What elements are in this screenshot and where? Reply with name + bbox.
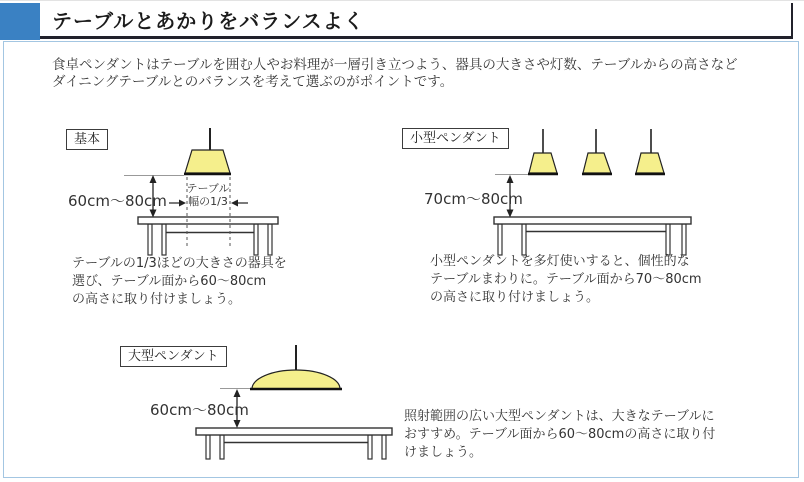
- large-description-line-3: けましょう。: [404, 445, 483, 460]
- basic-description-line-2: 選び、テーブル面から60〜80cm: [72, 274, 267, 289]
- small-diagram: [494, 129, 691, 255]
- basic-width-note-line-2: 幅の1/3: [188, 195, 228, 208]
- intro-line-2: ダイニングテーブルとのバランスを考えて選ぶのがポイントです。: [52, 73, 454, 90]
- small-description-line-1: 小型ペンダントを多灯使いすると、個性的な: [430, 254, 690, 269]
- basic-description: [72, 255, 287, 309]
- large-section-label: 大型ペンダント: [120, 346, 227, 367]
- large-pendant-lamp-icon: [250, 345, 342, 389]
- basic-description-line-3: の高さに取り付けましょう。: [72, 292, 242, 307]
- basic-height-measurement: 60cm〜80cm: [68, 192, 167, 210]
- basic-width-note: [184, 182, 232, 208]
- small-description-line-2: テーブルまわりに。テーブル面から70〜80cm: [430, 272, 702, 287]
- basic-width-note-line-1: テーブル: [186, 182, 230, 195]
- header: [40, 3, 793, 39]
- large-description-line-1: 照射範囲の広い大型ペンダントは、大きなテーブルに: [404, 409, 715, 424]
- large-table: [196, 428, 392, 459]
- small-description-line-3: の高さに取り付けましょう。: [430, 290, 600, 305]
- large-description-line-2: おすすめ。テーブル面から60〜80cmの高さに取り付: [404, 427, 716, 442]
- small-table: [494, 217, 691, 255]
- small-description: [430, 253, 702, 307]
- basic-table: [138, 217, 278, 255]
- small-section-label: 小型ペンダント: [402, 128, 509, 149]
- basic-description-line-1: テーブルの1/3ほどの大きさの器具を: [72, 256, 287, 271]
- large-description: [404, 408, 715, 462]
- intro-paragraph: [52, 57, 738, 90]
- page-title: テーブルとあかりをバランスよく: [52, 9, 365, 33]
- small-height-measurement: 70cm〜80cm: [424, 190, 523, 208]
- basic-section-label: 基本: [66, 129, 108, 150]
- large-height-measurement: 60cm〜80cm: [150, 401, 249, 419]
- intro-line-1: 食卓ペンダントはテーブルを囲む人やお料理が一層引き立つよう、器具の大きさや灯数、テーブルからの高さなど: [52, 57, 738, 73]
- basic-pendant-lamp-icon: [184, 128, 231, 174]
- small-pendant-lamps-icon: [528, 129, 665, 174]
